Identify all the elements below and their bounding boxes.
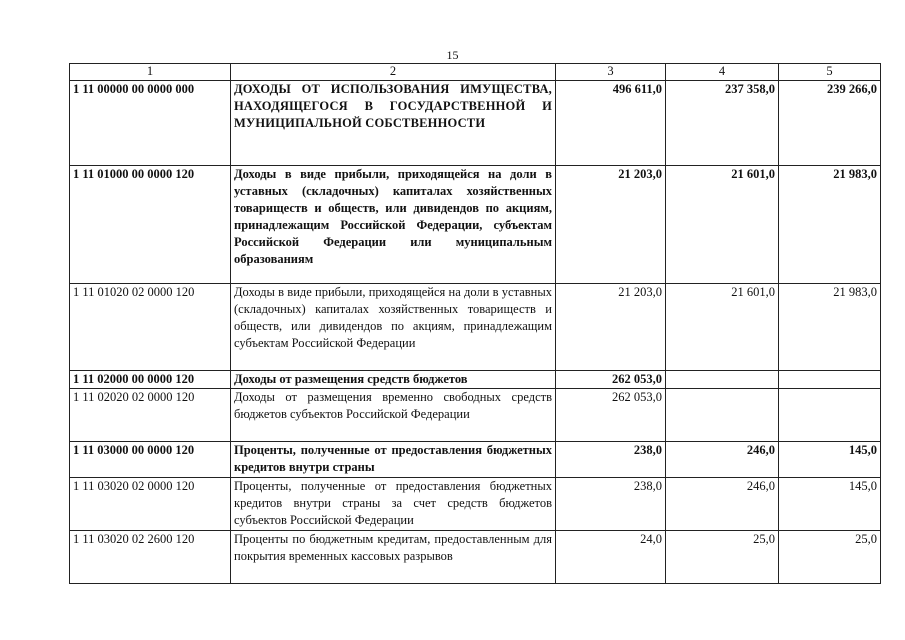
table-row [70,371,881,389]
revenue-name-cell: ДОХОДЫ ОТ ИСПОЛЬЗОВАНИЯ ИМУЩЕСТВА, НАХОДЯЩЕГОСЯ В ГОСУДАРСТВЕННОЙ И МУНИЦИПАЛЬНОЙ СОБСТВЕННОСТИ [231,81,556,166]
budget-code-cell: 1 11 03000 00 0000 120 [70,442,231,478]
value-col3-cell: 496 611,0 [556,81,666,166]
table-row [70,166,881,284]
value-col3-cell: 21 203,0 [556,166,666,284]
budget-code-cell: 1 11 03020 02 2600 120 [70,531,231,584]
budget-code-cell: 1 11 01000 00 0000 120 [70,166,231,284]
budget-code-cell: 1 11 03020 02 0000 120 [70,478,231,531]
value-col5-cell: 25,0 [779,531,881,584]
table-row [70,478,881,531]
table-row [70,81,881,166]
value-col5-cell: 21 983,0 [779,166,881,284]
column-header-5: 5 [779,64,881,81]
revenue-name-cell: Доходы от размещения временно свободных средств бюджетов субъектов Российской Федерации [231,389,556,442]
value-col4-cell [666,371,779,389]
value-col3-cell: 24,0 [556,531,666,584]
budget-code-cell: 1 11 02020 02 0000 120 [70,389,231,442]
value-col5-cell: 145,0 [779,478,881,531]
value-col4-cell: 21 601,0 [666,284,779,371]
value-col3-cell: 238,0 [556,442,666,478]
value-col4-cell [666,389,779,442]
table-row [70,531,881,584]
revenue-name-cell: Доходы в виде прибыли, приходящейся на доли в уставных (складочных) капиталах хозяйственных товариществ и обществ, или дивидендов по акциям, принадлежащим субъектам Российской Федерации [231,284,556,371]
value-col4-cell: 25,0 [666,531,779,584]
table-row [70,442,881,478]
column-number-header-row [70,64,881,81]
value-col4-cell: 237 358,0 [666,81,779,166]
value-col3-cell: 21 203,0 [556,284,666,371]
revenue-name-cell: Доходы в виде прибыли, приходящейся на доли в уставных (складочных) капиталах хозяйственных товариществ и обществ, или дивидендов по акциям, принадлежащим Российской Федерации, субъектам Российской Федерации или муниципальным образованиям [231,166,556,284]
revenue-name-cell: Проценты, полученные от предоставления бюджетных кредитов внутри страны за счет средств бюджетов субъектов Российской Федерации [231,478,556,531]
value-col5-cell: 21 983,0 [779,284,881,371]
value-col5-cell [779,371,881,389]
column-header-3: 3 [556,64,666,81]
value-col3-cell: 262 053,0 [556,371,666,389]
value-col3-cell: 262 053,0 [556,389,666,442]
revenue-name-cell: Проценты, полученные от предоставления бюджетных кредитов внутри страны [231,442,556,478]
table-row [70,389,881,442]
column-header-4: 4 [666,64,779,81]
value-col4-cell: 21 601,0 [666,166,779,284]
budget-code-cell: 1 11 02000 00 0000 120 [70,371,231,389]
table-row [70,284,881,371]
value-col4-cell: 246,0 [666,478,779,531]
value-col5-cell: 145,0 [779,442,881,478]
value-col5-cell: 239 266,0 [779,81,881,166]
budget-revenue-table [69,63,881,584]
revenue-name-cell: Доходы от размещения средств бюджетов [231,371,556,389]
column-header-2: 2 [231,64,556,81]
page-number: 15 [446,48,459,62]
column-header-1: 1 [70,64,231,81]
budget-code-cell: 1 11 01020 02 0000 120 [70,284,231,371]
value-col4-cell: 246,0 [666,442,779,478]
value-col5-cell [779,389,881,442]
value-col3-cell: 238,0 [556,478,666,531]
budget-code-cell: 1 11 00000 00 0000 000 [70,81,231,166]
revenue-name-cell: Проценты по бюджетным кредитам, предоставленным для покрытия временных кассовых разрывов [231,531,556,584]
